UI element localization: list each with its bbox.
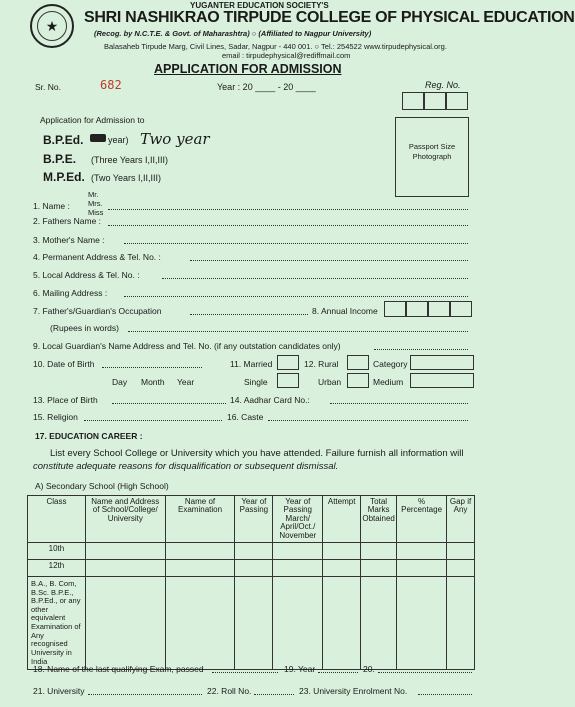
mailing-label: 6. Mailing Address : bbox=[33, 288, 108, 298]
table-cell[interactable] bbox=[235, 576, 273, 669]
dob-month: Month bbox=[141, 377, 165, 387]
bped-note: year) bbox=[108, 135, 129, 145]
rural-label: 12. Rural bbox=[304, 359, 339, 369]
last-exam-label: 18. Name of the last qualifying Exam, passed bbox=[33, 664, 204, 674]
income-box-4[interactable] bbox=[450, 301, 472, 317]
table-cell[interactable] bbox=[85, 559, 165, 576]
father-label: 2. Fathers Name : bbox=[33, 216, 102, 226]
reg-no-box-2[interactable] bbox=[424, 92, 446, 110]
table-cell[interactable] bbox=[397, 576, 447, 669]
table-cell[interactable] bbox=[85, 576, 165, 669]
title-mr: Mr. bbox=[88, 190, 99, 199]
career-note-1: List every School College or University which you have attended. Failure furnish all information will bbox=[50, 448, 464, 459]
table-cell[interactable] bbox=[397, 542, 447, 559]
th-percentage: % Percentage bbox=[397, 496, 447, 543]
occupation-line[interactable] bbox=[190, 314, 308, 315]
reg-no-box-3[interactable] bbox=[446, 92, 468, 110]
table-row bbox=[28, 576, 475, 669]
redacted-mark bbox=[90, 134, 106, 142]
caste-label: 16. Caste bbox=[227, 412, 264, 422]
address-line: Balasaheb Tirpude Marg, Civil Lines, Sadar, Nagpur - 440 001. ○ Tel.: 254522 www.tirpudephysical.org. bbox=[104, 42, 447, 51]
reg-no-box-1[interactable] bbox=[402, 92, 424, 110]
religion-label: 15. Religion bbox=[33, 412, 78, 422]
row-label-10th: 10th bbox=[28, 542, 86, 559]
aadhar-line[interactable] bbox=[330, 403, 468, 404]
table-cell[interactable] bbox=[235, 559, 273, 576]
course-bped: B.P.Ed. bbox=[43, 133, 84, 147]
photo-label: Passport Size Photograph bbox=[408, 142, 456, 161]
th-exam: Name of Examination bbox=[165, 496, 235, 543]
table-cell[interactable] bbox=[165, 576, 235, 669]
table-cell[interactable] bbox=[85, 542, 165, 559]
table-cell[interactable] bbox=[235, 542, 273, 559]
married-label: 11. Married bbox=[230, 359, 273, 369]
table-cell[interactable] bbox=[361, 559, 397, 576]
permanent-label: 4. Permanent Address & Tel. No. : bbox=[33, 252, 161, 262]
field-20-label: 20. bbox=[363, 664, 375, 674]
single-box[interactable] bbox=[277, 373, 299, 388]
religion-line[interactable] bbox=[84, 420, 222, 421]
education-table bbox=[27, 495, 475, 670]
reg-no-label: Reg. No. bbox=[425, 80, 461, 90]
father-line[interactable] bbox=[108, 225, 468, 226]
mailing-line[interactable] bbox=[124, 296, 468, 297]
table-cell[interactable] bbox=[361, 542, 397, 559]
field-19-label: 19. Year bbox=[284, 664, 316, 674]
admission-intro: Application for Admission to bbox=[40, 115, 145, 125]
table-cell[interactable] bbox=[273, 576, 323, 669]
roll-label: 22. Roll No. bbox=[207, 686, 252, 696]
field-19-line[interactable] bbox=[318, 672, 358, 673]
career-note-2: constitute adequate reasons for disqualification or subsequent dismissal. bbox=[33, 461, 339, 472]
name-line[interactable] bbox=[108, 209, 468, 210]
row-label-degree: B.A., B. Com, B.Sc. B.P.E., B.P.Ed., or any other equivalent Examination of Any recognised University in India bbox=[28, 576, 86, 669]
career-heading: 17. EDUCATION CAREER : bbox=[35, 431, 143, 441]
medium-label: Medium bbox=[373, 377, 404, 387]
course-mped: M.P.Ed. bbox=[43, 170, 85, 184]
last-exam-line[interactable] bbox=[212, 672, 278, 673]
occupation-label: 7. Father's/Guardian's Occupation bbox=[33, 306, 162, 316]
pob-line[interactable] bbox=[112, 403, 226, 404]
bpe-note: (Three Years I,II,III) bbox=[91, 155, 169, 165]
rural-box[interactable] bbox=[347, 355, 369, 370]
table-row bbox=[28, 559, 475, 576]
enrol-label: 23. University Enrolment No. bbox=[299, 686, 408, 696]
income-box-3[interactable] bbox=[428, 301, 450, 317]
table-cell[interactable] bbox=[165, 559, 235, 576]
table-cell[interactable] bbox=[273, 559, 323, 576]
rupees-label: (Rupees in words) bbox=[50, 323, 119, 333]
title-mrs: Mrs. bbox=[88, 199, 103, 208]
dob-year: Year bbox=[177, 377, 195, 387]
aadhar-label: 14. Aadhar Card No.: bbox=[230, 395, 310, 405]
mother-label: 3. Mother's Name : bbox=[33, 235, 105, 245]
photo-box[interactable] bbox=[395, 117, 469, 197]
th-gap: Gap if Any bbox=[447, 496, 475, 543]
sr-no-label: Sr. No. bbox=[35, 82, 61, 92]
form-title: APPLICATION FOR ADMISSION bbox=[154, 62, 342, 76]
table-cell[interactable] bbox=[447, 542, 475, 559]
recognition-line: (Recog. by N.C.T.E. & Govt. of Maharashtra) ○ (Affiliated to Nagpur University) bbox=[94, 29, 372, 38]
secondary-heading: A) Secondary School (High School) bbox=[35, 481, 169, 491]
emblem-icon: ★ bbox=[37, 11, 67, 41]
pob-label: 13. Place of Birth bbox=[33, 395, 98, 405]
table-cell[interactable] bbox=[447, 559, 475, 576]
guardian-label: 9. Local Guardian's Name Address and Tel. No. (if any outstation candidates only) bbox=[33, 341, 341, 351]
university-label: 21. University bbox=[33, 686, 85, 696]
table-cell[interactable] bbox=[447, 576, 475, 669]
dob-day: Day bbox=[112, 377, 128, 387]
sr-no-value: 682 bbox=[100, 78, 122, 92]
table-cell[interactable] bbox=[361, 576, 397, 669]
university-line[interactable] bbox=[88, 694, 202, 695]
college-name: SHRI NASHIKRAO TIRPUDE COLLEGE OF PHYSICAL EDUCATION bbox=[84, 9, 575, 26]
urban-box[interactable] bbox=[347, 373, 369, 388]
row-label-12th: 12th bbox=[28, 559, 86, 576]
th-attempt: Attempt bbox=[323, 496, 361, 543]
local-line[interactable] bbox=[162, 278, 468, 279]
table-cell[interactable] bbox=[323, 559, 361, 576]
local-label: 5. Local Address & Tel. No. : bbox=[33, 270, 140, 280]
course-bpe: B.P.E. bbox=[43, 152, 77, 166]
th-class: Class bbox=[28, 496, 86, 543]
name-label: 1. Name : bbox=[33, 201, 70, 211]
table-row bbox=[28, 542, 475, 559]
income-box-1[interactable] bbox=[384, 301, 406, 317]
permanent-line[interactable] bbox=[190, 260, 468, 261]
table-cell[interactable] bbox=[397, 559, 447, 576]
th-month-passing: Year of Passing March/ April/Oct./ November bbox=[273, 496, 323, 543]
income-label: 8. Annual Income bbox=[312, 306, 378, 316]
table-cell[interactable] bbox=[273, 542, 323, 559]
caste-line[interactable] bbox=[268, 420, 468, 421]
medium-box[interactable] bbox=[410, 373, 474, 388]
urban-label: Urban bbox=[318, 377, 342, 387]
mped-note: (Two Years I,II,III) bbox=[91, 173, 162, 183]
year-label: Year : 20 ____ - 20 ____ bbox=[217, 82, 316, 92]
category-label: Category bbox=[373, 359, 408, 369]
society-name: YUGANTER EDUCATION SOCIETY'S bbox=[190, 1, 329, 10]
field-20-line[interactable] bbox=[378, 672, 472, 673]
college-logo bbox=[30, 4, 74, 48]
table-cell[interactable] bbox=[323, 542, 361, 559]
dob-label: 10. Date of Birth bbox=[33, 359, 95, 369]
email-line: email : tirpudephysical@rediffmail.com bbox=[222, 51, 351, 60]
enrol-line[interactable] bbox=[418, 694, 472, 695]
roll-line[interactable] bbox=[254, 694, 294, 695]
married-box[interactable] bbox=[277, 355, 299, 370]
table-cell[interactable] bbox=[165, 542, 235, 559]
th-school: Name and Address of School/College/ University bbox=[85, 496, 165, 543]
guardian-line[interactable] bbox=[374, 349, 468, 350]
th-year-passing: Year of Passing bbox=[235, 496, 273, 543]
rupees-line[interactable] bbox=[128, 331, 468, 332]
handwritten-two-year: Two year bbox=[140, 130, 210, 148]
table-cell[interactable] bbox=[323, 576, 361, 669]
table-header-row bbox=[28, 496, 475, 543]
income-box-2[interactable] bbox=[406, 301, 428, 317]
single-label: Single bbox=[244, 377, 268, 387]
title-miss: Miss bbox=[88, 208, 104, 217]
mother-line[interactable] bbox=[124, 243, 468, 244]
category-box[interactable] bbox=[410, 355, 474, 370]
th-marks: Total Marks Obtained bbox=[361, 496, 397, 543]
dob-line[interactable] bbox=[102, 367, 202, 368]
